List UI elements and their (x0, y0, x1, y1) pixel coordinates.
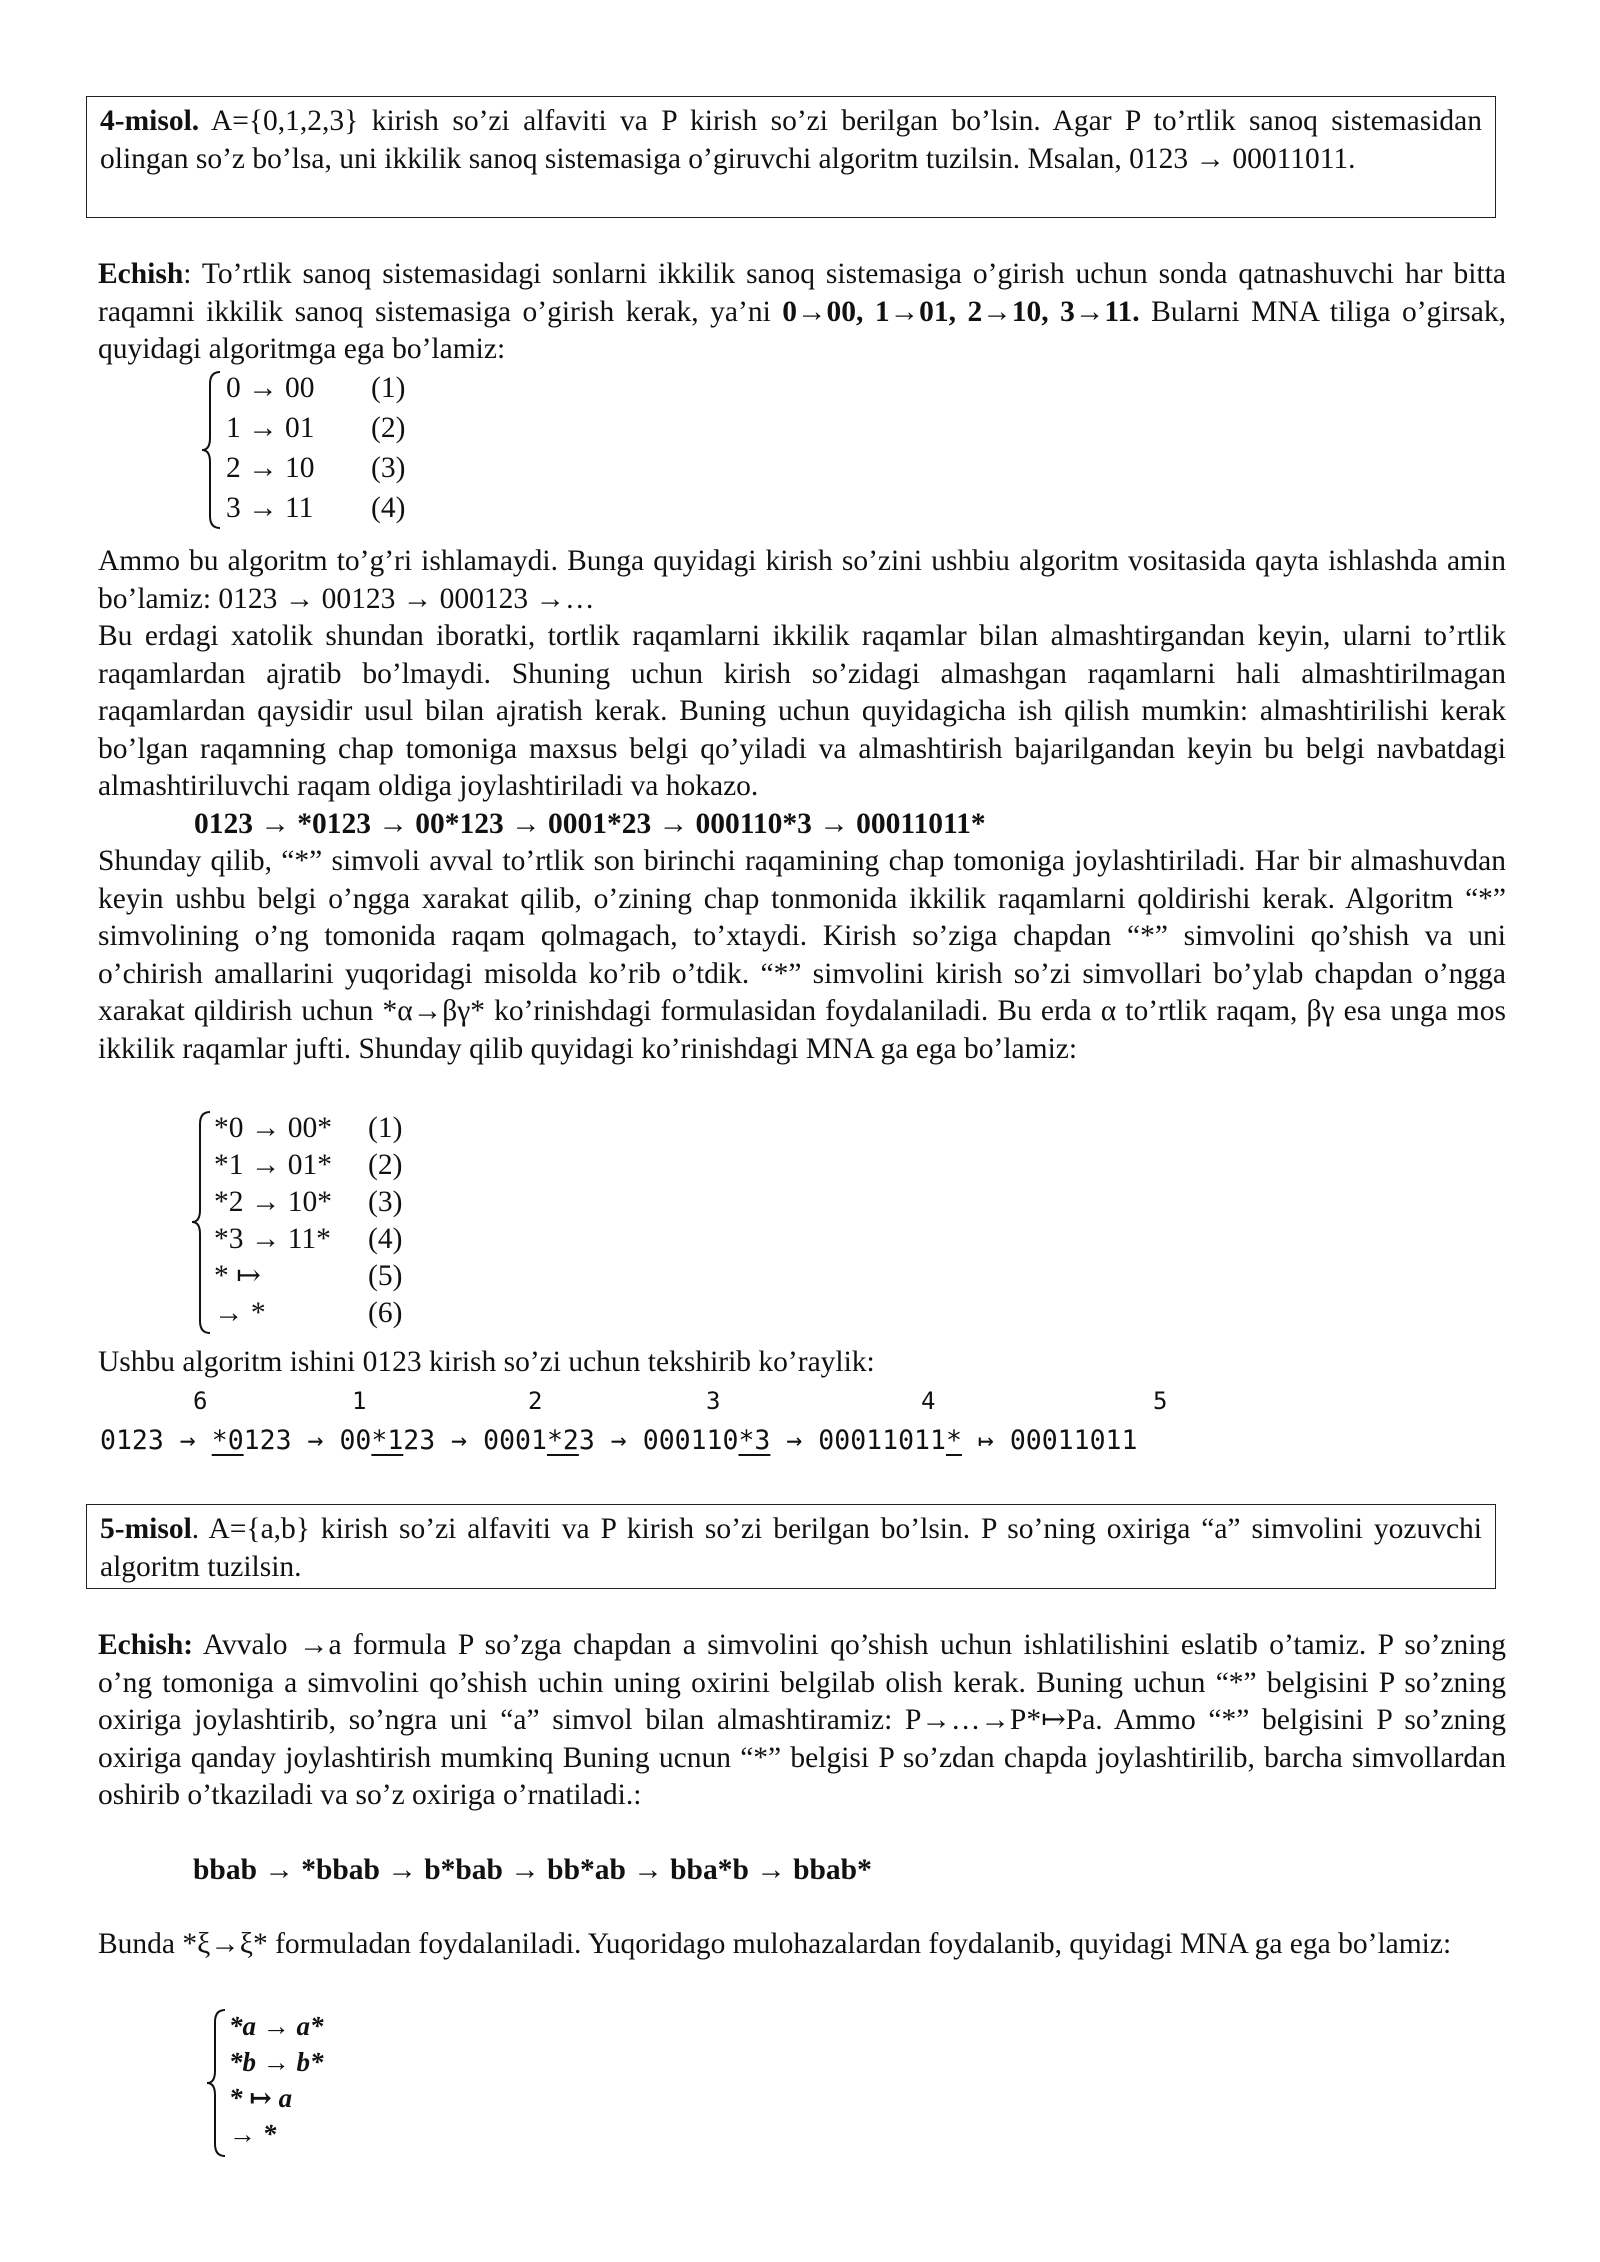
rule-number: (2) (368, 1149, 403, 1181)
rule-formula: * ↦ a (229, 2083, 293, 2113)
example-5-text: . A={a,b} kirish so’zi alfaviti va P kirish so’zi berilgan bo’lsin. P so’ning oxiriga “a” simvolini yozuvchi algoritm tuzilsin. (100, 1513, 1482, 1583)
trace-word: 0001*23 (483, 1425, 595, 1456)
example-5-title: 5-misol (100, 1513, 192, 1545)
rule-formula: 2 → 10 (226, 452, 315, 484)
rule-formula: *2 → 10* (214, 1186, 332, 1218)
rule-number: (4) (368, 1223, 403, 1255)
paragraph: Bu erdagi xatolik shundan iboratki, tortlik raqamlarni ikkilik raqamlar bilan almashtirgandan keyin, ularni to’rtlik raqamlardan ajratib bo’lmaydi. Shuning uchun kirish so’zidagi almashgan raqamlarni hali almashtirilmagan raqamlardan qaysidir usul bilan ajratish kerak. Buning uchun quyidagicha ish qilish mumkin: almashtirilishi kerak bo’lgan raqamning chap tomoniga maxsus belgi qo’yiladi va almashtirish bajarilgandan keyin bu belgi navbatdagi almashtiriluvchi raqam oldiga joylashtiriladi va hokazo. (98, 620, 1506, 802)
transformation-chain: 0123 → *0123 → 00*123 → 0001*23 → 000110*3 → 00011011* (194, 807, 986, 840)
solution-4-body (98, 543, 1506, 1068)
trace-arrow: → (786, 1425, 803, 1456)
solution-4-check (98, 1344, 1506, 1382)
trace-word: 0123 (100, 1425, 164, 1456)
solution-4-label: Echish (98, 258, 184, 290)
solution-4-intro (98, 256, 1506, 369)
rule-formula: * ↦ (214, 1260, 261, 1292)
rule-formula: → * (214, 1297, 266, 1329)
paragraph: Ammo bu algoritm to’g’ri ishlamaydi. Bunga quyidagi kirish so’zini ushbiu algoritm vositasida qayta ishlashda amin bo’lamiz: 0123 → 00123 → 000123 →… (98, 545, 1506, 615)
rule-formula: 3 → 11 (226, 492, 314, 524)
trace-arrow: → (451, 1425, 468, 1456)
solution-5-conclusion (98, 1926, 1506, 1964)
algorithm-system-1 (200, 370, 460, 530)
rule-formula: *0 → 00* (214, 1112, 332, 1144)
rule-number: (2) (371, 412, 406, 444)
rule-formula: 0 → 00 (226, 372, 315, 404)
trace-arrow: → (179, 1425, 196, 1456)
step-number: 5 (1153, 1387, 1168, 1415)
example-4-text: A={0,1,2,3} kirish so’zi alfaviti va P kirish so’zi berilgan bo’lsin. Agar P to’rtlik sanoq sistemasidan olingan so’z bo’lsa, uni ikkilik sanoq sistemasiga o’giruvchi algoritm tuzilsin. Msalan, 0123 → 00011011. (100, 105, 1482, 175)
step-number: 4 (921, 1387, 936, 1415)
rule-number: (3) (371, 452, 406, 484)
solution-4-intro-tail: Bularni MNA tiligа o’girsak, quyidagi algoritmga ega bo’lamiz: (98, 295, 1506, 365)
rule-number: (5) (368, 1260, 403, 1292)
solution-4-intro-text: : To’rtlik sanoq sistemasidagi sonlarni ikkilik sanoq sistemasiga o’girish uchun sonda qatnashuvchi har bitta raqamni ikkilik sanoq sistemasiga o’girish kerak, ya’ni (98, 258, 1506, 328)
example-5-box (86, 1504, 1496, 1589)
algorithm-system-3 (205, 2008, 405, 2158)
rule-formula: 1 → 01 (226, 412, 315, 444)
paragraph: Bunda *ξ→ξ* formuladan foydalaniladi. Yuqoridago mulohazalardan foydalanib, quyidagi MNA ga ega bo’lamiz: (98, 1928, 1452, 1960)
step-number: 3 (706, 1387, 721, 1415)
rule-formula: *b → b* (229, 2047, 324, 2077)
digit-pairs: 0→00, 1→01, 2→10, 3→11. (782, 295, 1140, 328)
paragraph: Shunday qilib, “*” simvoli avval to’rtlik son birinchi raqamining chap tomoniga joylashtiriladi. Har bir almashuvdan keyin ushbu belgi o’ngga xarakat qilib, o’zining chap tonmonida ikkilik raqamlarni qoldirishi kerak. Algoritm “*” simvolining o’ng tomonida raqam qolmagach, to’xtaydi. Kirish so’ziga chapdan “*” simvolini qo’shish va uni o’chirish amallarini yuqoridagi misolda ko’rib o’tdik. “*” simvolini kirish so’zi simvollari bo’ylab chapdan o’ngga xarakat qildirish uchun *α→βγ* ko’rinishdagi formulasidan foydalaniladi. Bu erda α to’rtlik raqam, βγ esa unga mos ikkilik raqamlar jufti. Shunday qilib quyidagi ko’rinishdagi MNA ga ega bo’lamiz: (98, 845, 1506, 1065)
rule-number: (1) (368, 1112, 403, 1144)
trace-word: 000110*3 (642, 1425, 771, 1456)
rule-formula: → * (229, 2119, 277, 2149)
step-number: 6 (193, 1387, 208, 1415)
brace-icon (205, 2008, 227, 2158)
rule-formula: *a → a* (229, 2011, 324, 2041)
paragraph: Avvalo →a formula P so’zga chapdan a simvolini qo’shish uchun ishlatilishini eslatib o’tamiz. P so’zning o’ng tomoniga a simvolini qo’shish uchin uning oxirini belgilab olish kerak. Buning uchun “*” belgisini P so’zning oxiriga joylashtirib, so’ngra uni “a” simvol bilan almashtiramiz: P→…→P*↦Pa. Ammo “*” belgisini P so’zning oxiriga qanday joylashtirish mumkinq Buning ucnun “*” belgisi P so’zdan chapda joylashtirilib, barcha simvollardan oshirib o’tkaziladi va so’z oxiriga o’rnatiladi.: (98, 1629, 1506, 1811)
rule-number: (6) (368, 1297, 403, 1329)
trace-arrow: → (610, 1425, 627, 1456)
example-4-box (86, 96, 1496, 218)
solution-5-body (98, 1627, 1506, 1815)
example-4-title: 4-misol. (100, 105, 200, 137)
paragraph: Ushbu algoritm ishini 0123 kirish so’zi uchun tekshirib ko’raylik: (98, 1346, 875, 1378)
rule-number: (3) (368, 1186, 403, 1218)
rule-number: (1) (371, 372, 406, 404)
brace-icon (190, 1110, 212, 1335)
solution-5-label: Echish: (98, 1629, 194, 1661)
algorithm-system-2 (190, 1110, 450, 1335)
trace-arrow: ↦ (977, 1425, 994, 1456)
step-number: 2 (528, 1387, 543, 1415)
trace-word: 00011011* (818, 1425, 962, 1456)
algorithm-trace (100, 1425, 1137, 1456)
rule-formula: *3 → 11* (214, 1223, 331, 1255)
step-number: 1 (352, 1387, 367, 1415)
rule-number: (4) (371, 492, 406, 524)
brace-icon (200, 370, 222, 530)
trace-word: 00*123 (339, 1425, 436, 1456)
trace-arrow: → (307, 1425, 324, 1456)
trace-word: *0123 (211, 1425, 292, 1456)
transformation-chain: bbab → *bbab → b*bab → bb*ab → bba*b → bbab* (193, 1854, 872, 1886)
rule-formula: *1 → 01* (214, 1149, 332, 1181)
trace-word: 00011011 (1009, 1425, 1138, 1456)
